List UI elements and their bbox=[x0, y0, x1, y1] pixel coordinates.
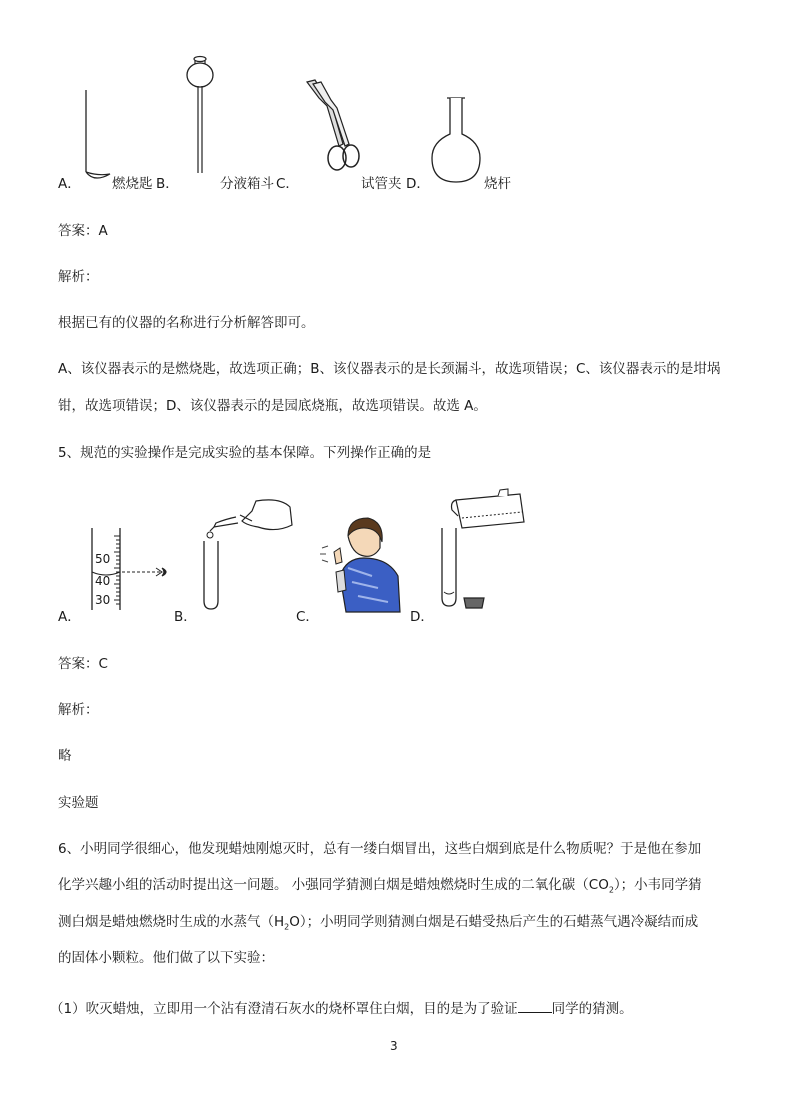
q4-option-a-letter: A． bbox=[58, 176, 81, 192]
q4-analysis-label: 解析： bbox=[58, 269, 99, 285]
cylinder-mark-50: 50 bbox=[95, 552, 111, 566]
q4-answer: 答案：A bbox=[58, 223, 108, 239]
cylinder-mark-30: 30 bbox=[95, 593, 111, 607]
q5-option-d-letter: D． bbox=[410, 609, 434, 625]
q6-line-2: 化学兴趣小组的活动时提出这一问题。 小强同学猜测白烟是蜡烛燃烧时生成的二氧化碳$(CO_2)$；小韦同学猜 bbox=[58, 877, 702, 895]
dropper-and-test-tube-figure bbox=[196, 497, 296, 613]
round-bottom-flask-figure bbox=[430, 96, 486, 186]
q4-option-c-name: 试管夹 bbox=[361, 176, 402, 192]
student-smelling-gas-figure bbox=[318, 518, 410, 614]
q4-option-d-name: 烧杆 bbox=[484, 176, 511, 192]
q6-line-4: 的固体小颗粒。他们做了以下实验： bbox=[58, 950, 274, 966]
q5-analysis-label: 解析： bbox=[58, 702, 99, 718]
section-title: 实验题 bbox=[58, 795, 99, 811]
q4-analysis-line-2: A、该仪器表示的是燃烧匙，故选项正确；B、该仪器表示的是长颈漏斗，故选项错误；C、该仪器表示的是坩埚 bbox=[58, 361, 721, 377]
q4-option-c-letter: C． bbox=[276, 176, 299, 192]
q4-option-b-name: 分液箱斗 bbox=[220, 176, 274, 192]
q6-line-3: 测白烟是蜡烛燃烧时生成的水蒸气$(H_2O)$；小明同学则猜测白烟是石蜡受热后产生的石蜡蒸气遇冷凝结而成 bbox=[58, 914, 699, 932]
q4-analysis-line-3: 钳，故选项错误；D、该仪器表示的是园底烧瓶，故选项错误。故选 A。 bbox=[58, 398, 487, 414]
q4-option-a-name: 燃烧匙 bbox=[112, 176, 153, 192]
q5-option-b-letter: B． bbox=[174, 609, 197, 625]
q4-analysis-line-1: 根据已有的仪器的名称进行分析解答即可。 bbox=[58, 315, 315, 331]
separatory-funnel-figure bbox=[185, 55, 217, 185]
q4-option-d-letter: D． bbox=[406, 176, 430, 192]
answer-blank[interactable] bbox=[518, 999, 552, 1013]
q6-sub-question-1: （1）吹灭蜡烛，立即用一个沾有澄清石灰水的烧杯罩住白烟，目的是为了验证 同学的猜测。 bbox=[50, 1001, 633, 1017]
q4-option-b-letter: B． bbox=[156, 176, 179, 192]
q5-analysis: 略 bbox=[58, 748, 72, 764]
q5-option-c-letter: C． bbox=[296, 609, 319, 625]
pouring-liquid-figure bbox=[436, 492, 536, 616]
test-tube-clamp-figure bbox=[303, 78, 363, 182]
q6-line-1: 6、小明同学很细心，他发现蜡烛刚熄灭时，总有一缕白烟冒出，这些白烟到底是什么物质呢？于是他在参加 bbox=[58, 841, 702, 857]
q5-answer: 答案：C bbox=[58, 656, 108, 672]
q5-question: 5、规范的实验操作是完成实验的基本保障。下列操作正确的是 bbox=[58, 445, 432, 461]
combustion-spoon-figure bbox=[80, 88, 112, 184]
cylinder-mark-40: 40 bbox=[95, 574, 111, 588]
page-number: 3 bbox=[390, 1039, 398, 1053]
q5-option-a-letter: A． bbox=[58, 609, 81, 625]
